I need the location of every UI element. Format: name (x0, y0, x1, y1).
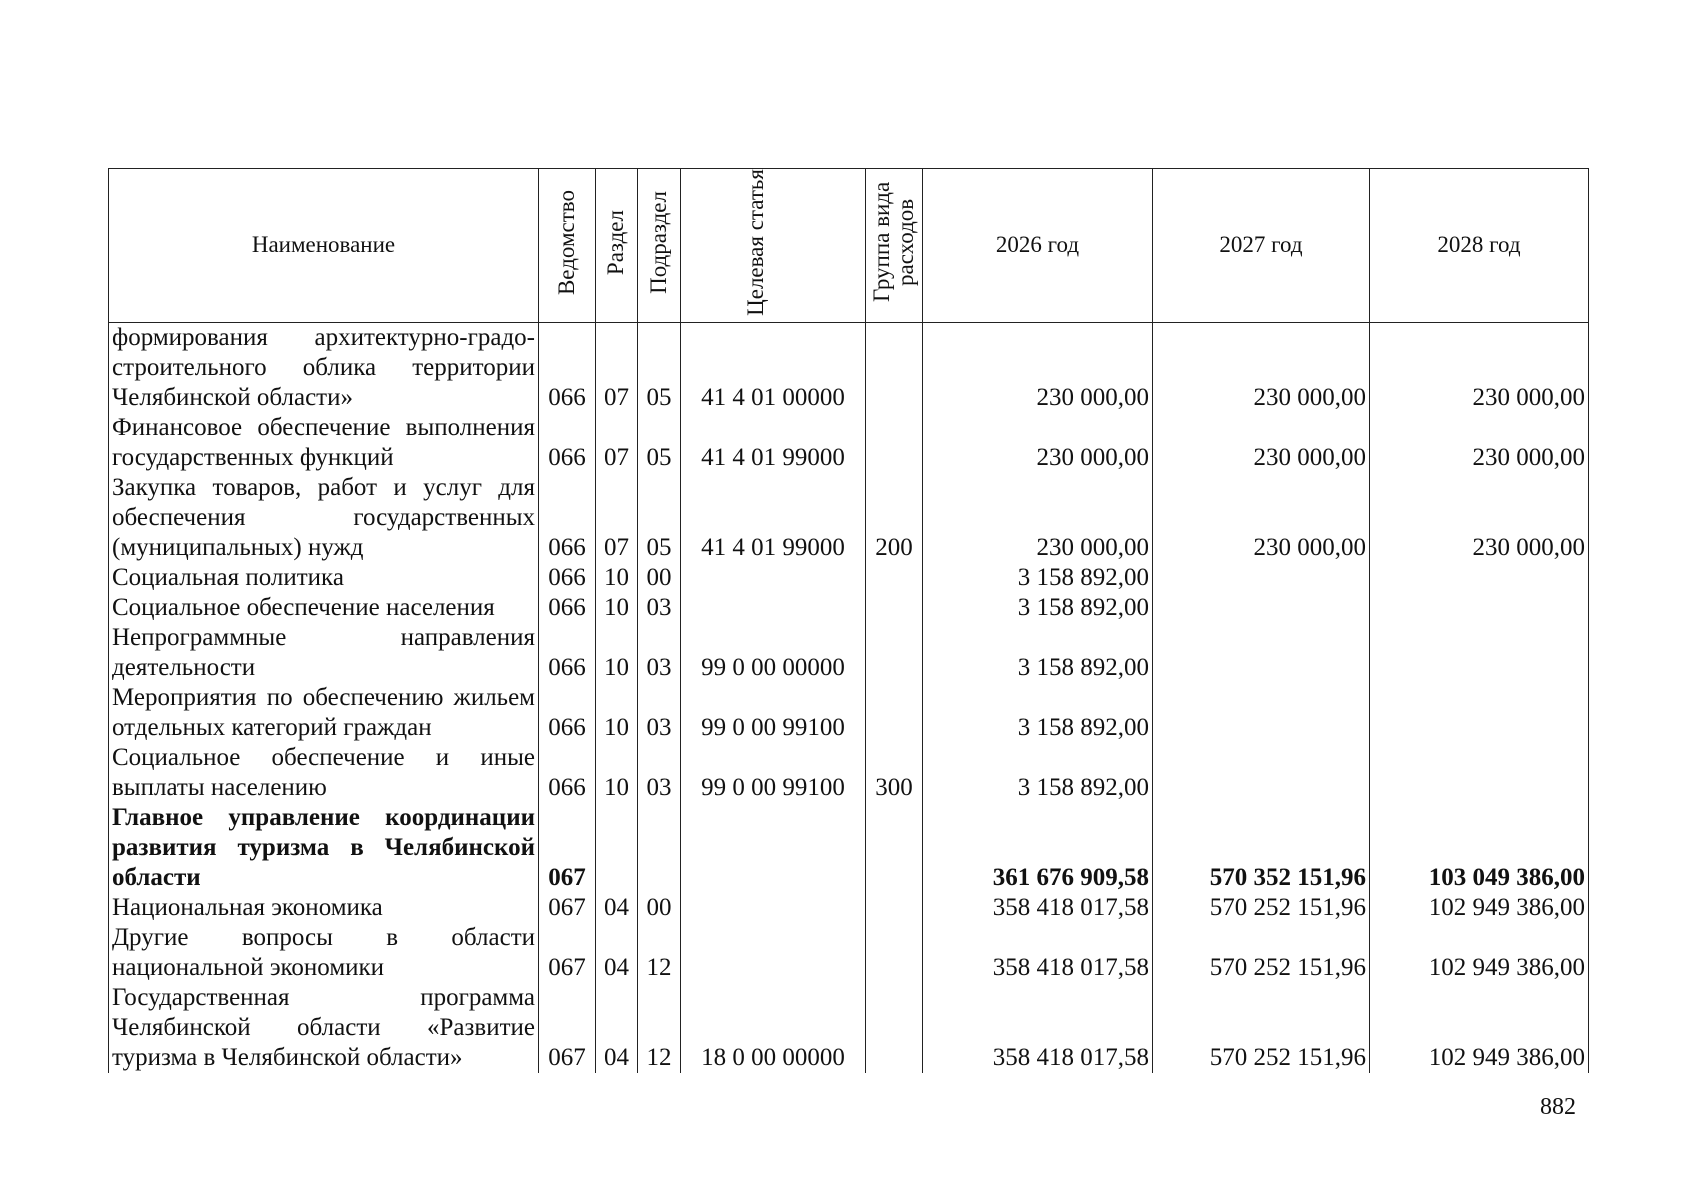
table-row (109, 322, 1589, 413)
row-amount-2028: 102 949 386,00 (1370, 893, 1589, 923)
row-amount-2027 (1153, 623, 1370, 683)
row-name: формирования архитектурно-градо-строительного облика территории Челябинской области» (109, 322, 539, 413)
row-name: Государственная программа Челябинской области «Развитие туризма в Челябинской области» (109, 983, 539, 1073)
row-amount-2027: 570 252 151,96 (1153, 893, 1370, 923)
row-amount-2028 (1370, 743, 1589, 803)
row-podrazdel: 03 (638, 593, 681, 623)
row-celevaya (681, 803, 866, 893)
row-amount-2027 (1153, 593, 1370, 623)
row-amount-2026: 3 158 892,00 (923, 563, 1153, 593)
row-vedomstvo: 067 (539, 803, 596, 893)
header-podrazdel: Подраздел (638, 169, 681, 323)
row-podrazdel: 12 (638, 923, 681, 983)
row-name: Национальная экономика (109, 893, 539, 923)
row-amount-2027: 570 352 151,96 (1153, 803, 1370, 893)
row-podrazdel (638, 803, 681, 893)
row-podrazdel: 05 (638, 473, 681, 563)
row-gruppa (866, 893, 923, 923)
table-row (109, 803, 1589, 893)
row-amount-2028 (1370, 623, 1589, 683)
header-gruppa: Группа вида расходов (866, 169, 923, 323)
row-amount-2028 (1370, 563, 1589, 593)
row-razdel (596, 803, 638, 893)
row-celevaya (681, 563, 866, 593)
table-header-row (109, 169, 1589, 323)
table-row (109, 983, 1589, 1073)
header-celevaya: Целевая статья (681, 169, 866, 323)
row-razdel: 10 (596, 683, 638, 743)
row-gruppa (866, 623, 923, 683)
row-gruppa (866, 563, 923, 593)
row-vedomstvo: 066 (539, 413, 596, 473)
row-amount-2028: 102 949 386,00 (1370, 983, 1589, 1073)
row-amount-2027 (1153, 743, 1370, 803)
row-amount-2026: 230 000,00 (923, 473, 1153, 563)
row-vedomstvo: 066 (539, 473, 596, 563)
row-gruppa (866, 683, 923, 743)
row-gruppa: 300 (866, 743, 923, 803)
table-row (109, 683, 1589, 743)
row-vedomstvo: 067 (539, 893, 596, 923)
row-vedomstvo: 066 (539, 623, 596, 683)
row-amount-2028: 230 000,00 (1370, 413, 1589, 473)
row-podrazdel: 00 (638, 563, 681, 593)
row-amount-2028: 102 949 386,00 (1370, 923, 1589, 983)
row-amount-2026: 230 000,00 (923, 322, 1153, 413)
row-podrazdel: 05 (638, 322, 681, 413)
row-name: Главное управление координации развития туризма в Челябинской области (109, 803, 539, 893)
row-amount-2026: 358 418 017,58 (923, 893, 1153, 923)
row-name: Закупка товаров, работ и услуг для обеспечения государственных (муниципальных) нужд (109, 473, 539, 563)
row-amount-2028: 230 000,00 (1370, 473, 1589, 563)
row-name: Социальная политика (109, 563, 539, 593)
row-amount-2027 (1153, 563, 1370, 593)
header-vedomstvo: Ведомство (539, 169, 596, 323)
page-number: 882 (1540, 1094, 1576, 1120)
row-razdel: 10 (596, 593, 638, 623)
row-amount-2028: 230 000,00 (1370, 322, 1589, 413)
header-year-2027: 2027 год (1153, 169, 1370, 323)
table-row (109, 923, 1589, 983)
row-podrazdel: 12 (638, 983, 681, 1073)
row-razdel: 07 (596, 473, 638, 563)
row-vedomstvo: 066 (539, 563, 596, 593)
row-razdel: 07 (596, 413, 638, 473)
row-vedomstvo: 067 (539, 983, 596, 1073)
row-amount-2026: 230 000,00 (923, 413, 1153, 473)
row-amount-2027: 570 252 151,96 (1153, 983, 1370, 1073)
row-amount-2027: 230 000,00 (1153, 473, 1370, 563)
row-gruppa (866, 593, 923, 623)
row-celevaya: 99 0 00 99100 (681, 743, 866, 803)
row-amount-2028 (1370, 683, 1589, 743)
row-gruppa (866, 803, 923, 893)
table-row (109, 473, 1589, 563)
row-celevaya: 99 0 00 00000 (681, 623, 866, 683)
row-celevaya: 18 0 00 00000 (681, 983, 866, 1073)
row-name: Социальное обеспечение населения (109, 593, 539, 623)
row-amount-2027: 230 000,00 (1153, 322, 1370, 413)
row-razdel: 10 (596, 743, 638, 803)
table-row (109, 413, 1589, 473)
row-razdel: 04 (596, 923, 638, 983)
row-amount-2028: 103 049 386,00 (1370, 803, 1589, 893)
table-row (109, 743, 1589, 803)
row-podrazdel: 05 (638, 413, 681, 473)
table-row (109, 623, 1589, 683)
row-gruppa: 200 (866, 473, 923, 563)
row-vedomstvo: 067 (539, 923, 596, 983)
row-name: Финансовое обеспечение выполнения государственных функций (109, 413, 539, 473)
row-amount-2026: 3 158 892,00 (923, 683, 1153, 743)
row-name: Социальное обеспечение и иные выплаты населению (109, 743, 539, 803)
row-gruppa (866, 413, 923, 473)
row-celevaya (681, 923, 866, 983)
row-razdel: 04 (596, 983, 638, 1073)
row-podrazdel: 03 (638, 743, 681, 803)
row-amount-2026: 358 418 017,58 (923, 983, 1153, 1073)
row-vedomstvo: 066 (539, 322, 596, 413)
row-amount-2026: 361 676 909,58 (923, 803, 1153, 893)
row-vedomstvo: 066 (539, 683, 596, 743)
row-razdel: 04 (596, 893, 638, 923)
row-podrazdel: 03 (638, 683, 681, 743)
row-amount-2026: 3 158 892,00 (923, 623, 1153, 683)
row-name: Другие вопросы в области национальной экономики (109, 923, 539, 983)
row-vedomstvo: 066 (539, 743, 596, 803)
header-year-2026: 2026 год (923, 169, 1153, 323)
header-year-2028: 2028 год (1370, 169, 1589, 323)
table-row (109, 893, 1589, 923)
row-gruppa (866, 983, 923, 1073)
row-podrazdel: 03 (638, 623, 681, 683)
row-celevaya: 99 0 00 99100 (681, 683, 866, 743)
row-amount-2026: 3 158 892,00 (923, 743, 1153, 803)
header-name: Наименование (109, 169, 539, 323)
budget-table (108, 168, 1589, 1073)
row-name: Мероприятия по обеспечению жильем отдельных категорий граждан (109, 683, 539, 743)
row-gruppa (866, 322, 923, 413)
row-amount-2028 (1370, 593, 1589, 623)
row-podrazdel: 00 (638, 893, 681, 923)
table-row (109, 563, 1589, 593)
row-celevaya: 41 4 01 00000 (681, 322, 866, 413)
row-amount-2027: 230 000,00 (1153, 413, 1370, 473)
header-razdel: Раздел (596, 169, 638, 323)
row-razdel: 07 (596, 322, 638, 413)
row-amount-2026: 358 418 017,58 (923, 923, 1153, 983)
row-name: Непрограммные направления деятельности (109, 623, 539, 683)
row-celevaya (681, 593, 866, 623)
row-amount-2027: 570 252 151,96 (1153, 923, 1370, 983)
table-body (109, 322, 1589, 1073)
row-celevaya (681, 893, 866, 923)
row-vedomstvo: 066 (539, 593, 596, 623)
table-row (109, 593, 1589, 623)
row-amount-2027 (1153, 683, 1370, 743)
row-razdel: 10 (596, 623, 638, 683)
row-razdel: 10 (596, 563, 638, 593)
row-celevaya: 41 4 01 99000 (681, 413, 866, 473)
row-amount-2026: 3 158 892,00 (923, 593, 1153, 623)
row-celevaya: 41 4 01 99000 (681, 473, 866, 563)
row-gruppa (866, 923, 923, 983)
